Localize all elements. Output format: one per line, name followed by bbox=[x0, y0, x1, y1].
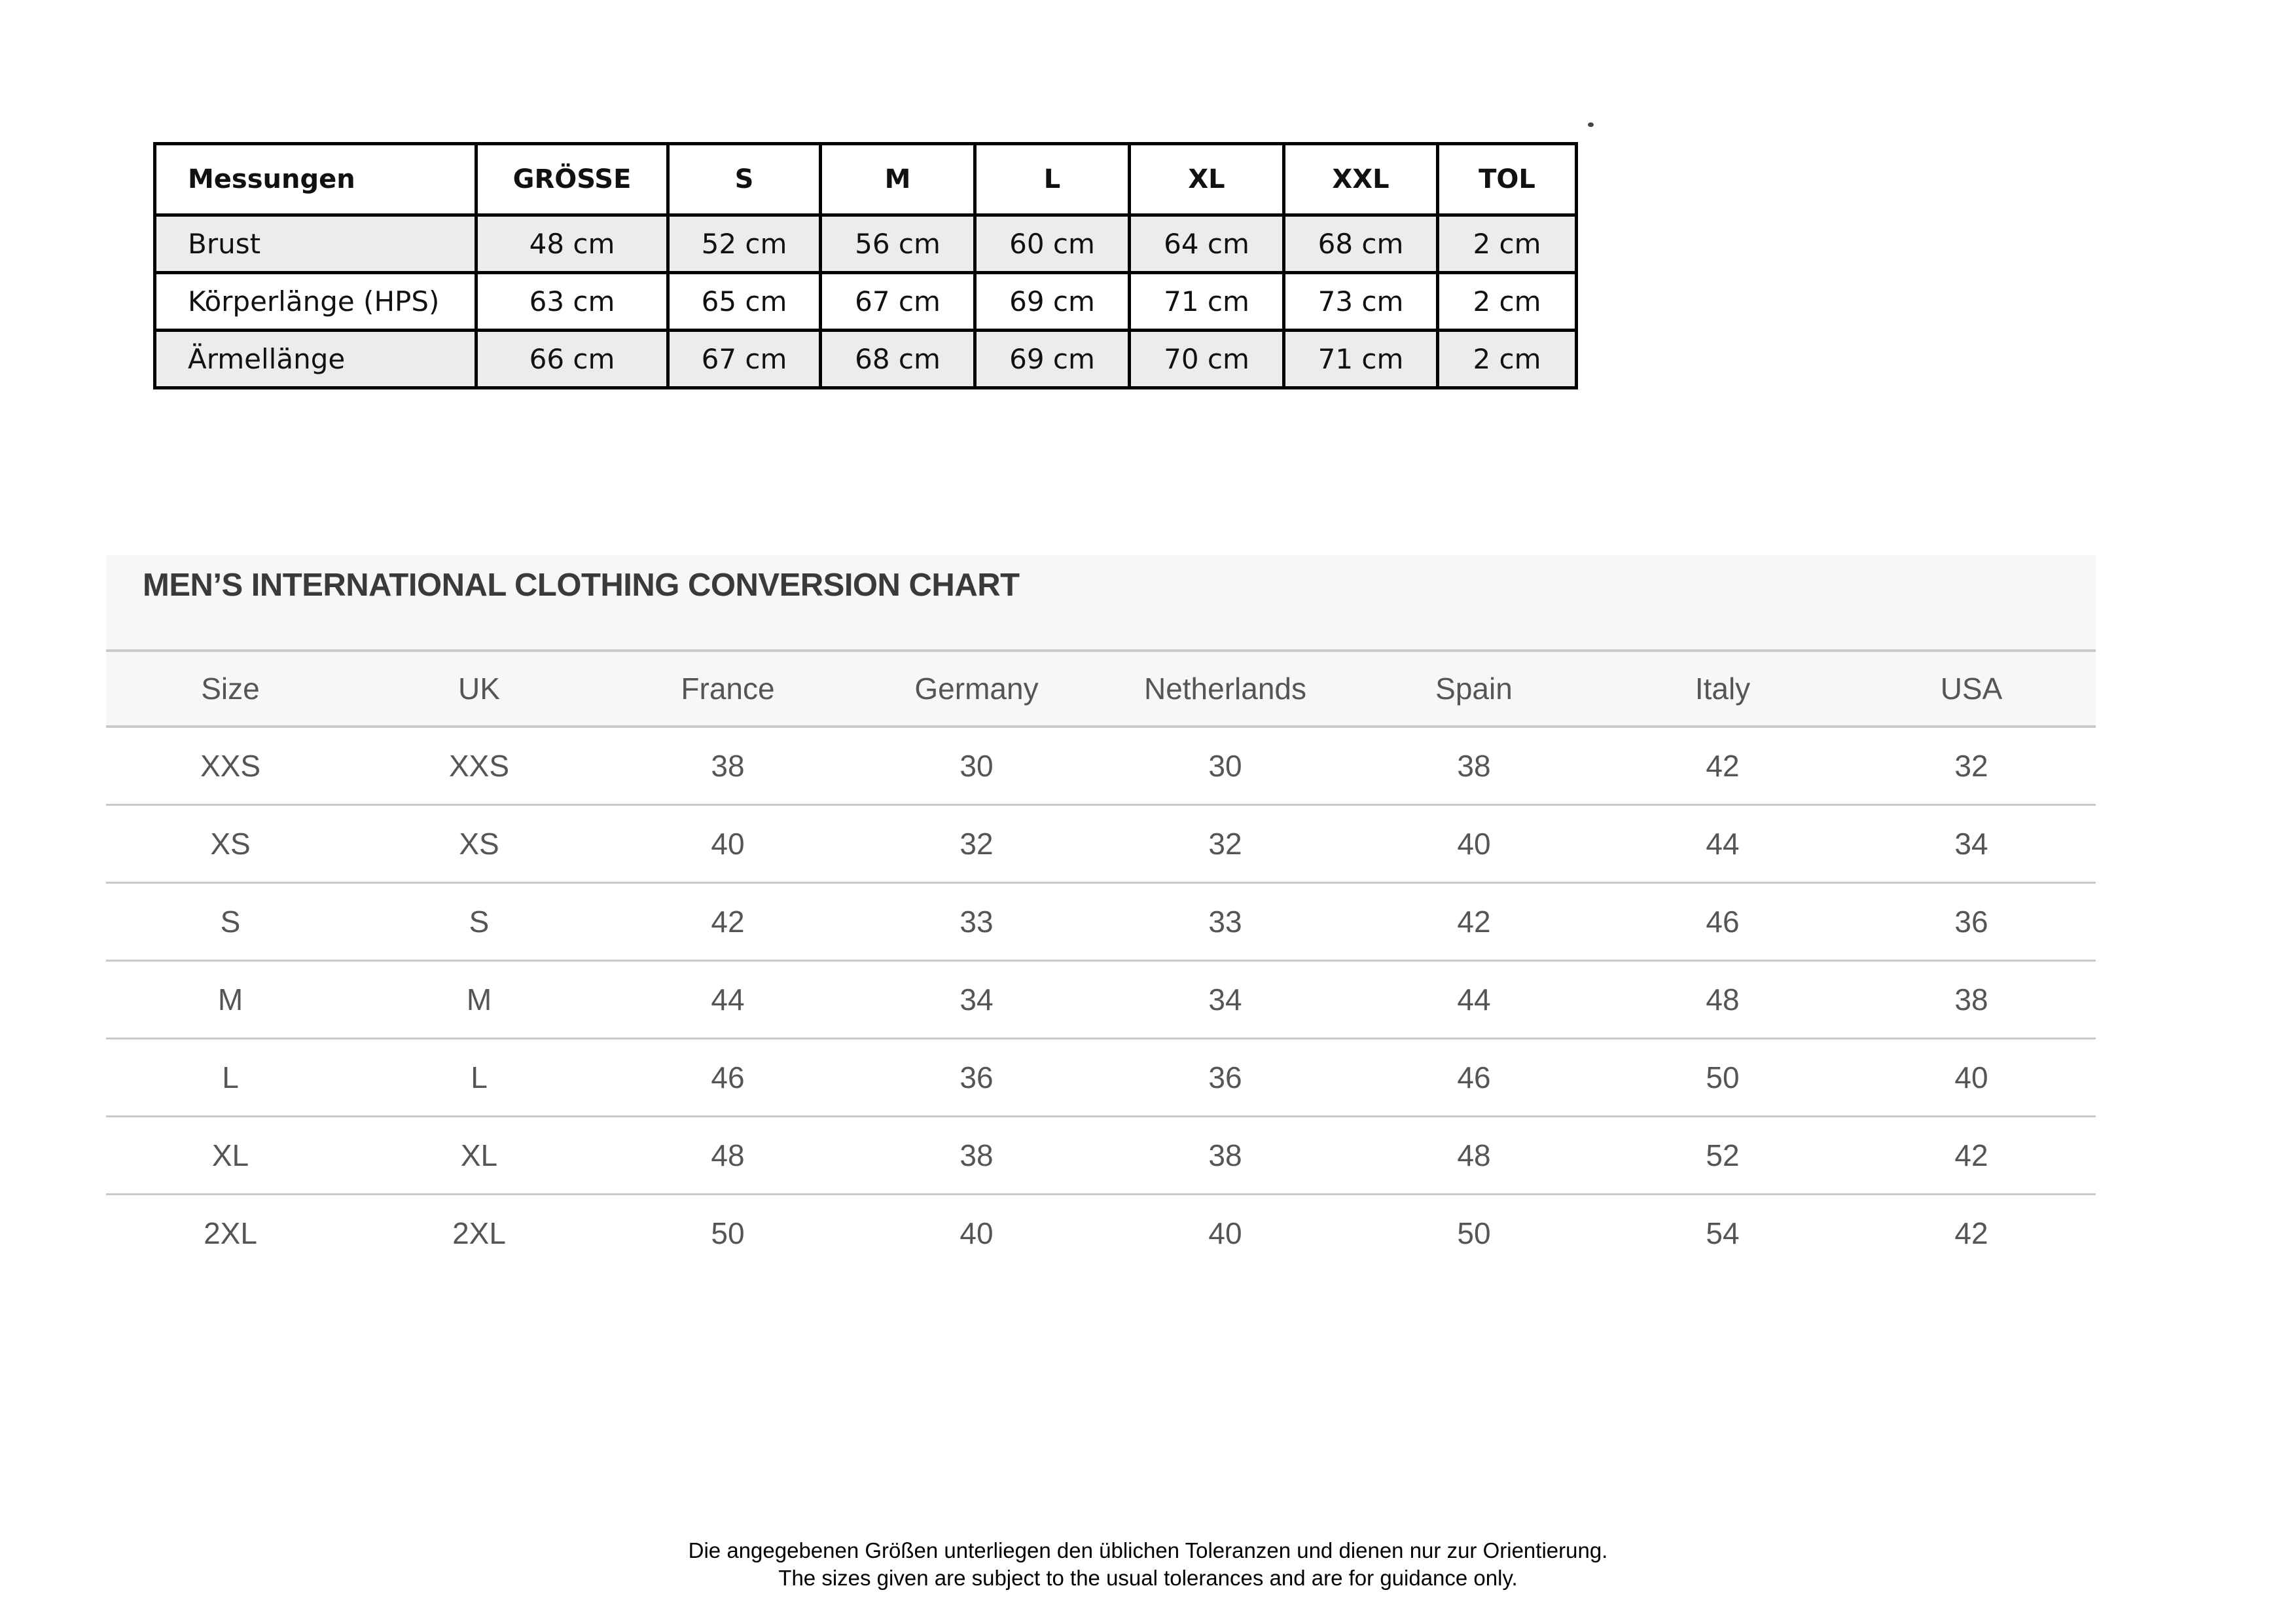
conversion-cell: 36 bbox=[1101, 1039, 1350, 1117]
conversion-cell: 40 bbox=[603, 805, 852, 883]
conversion-header-cell: UK bbox=[355, 652, 603, 727]
conversion-cell: 42 bbox=[603, 883, 852, 961]
conversion-cell: 44 bbox=[1598, 805, 1847, 883]
conversion-row bbox=[106, 961, 2096, 1039]
measurement-label: Körperlänge (HPS) bbox=[155, 273, 476, 331]
measurement-value: 69 cm bbox=[975, 273, 1130, 331]
conversion-cell: 33 bbox=[1101, 883, 1350, 961]
conversion-cell: 46 bbox=[1598, 883, 1847, 961]
measurements-table bbox=[153, 142, 1578, 389]
conversion-cell: L bbox=[106, 1039, 355, 1117]
conversion-cell: 2XL bbox=[204, 1216, 257, 1250]
stray-mark bbox=[1588, 122, 1594, 127]
conversion-cell: 48 bbox=[1598, 961, 1847, 1039]
footer-note bbox=[0, 1537, 2296, 1592]
conversion-cell: 38 bbox=[1101, 1117, 1350, 1195]
measurements-row bbox=[155, 215, 1577, 273]
conversion-row bbox=[106, 727, 2096, 805]
conversion-title-bar bbox=[106, 555, 2096, 652]
conversion-cell: XXS bbox=[355, 727, 603, 805]
measurement-value: 48 cm bbox=[476, 215, 668, 273]
conversion-cell: 40 bbox=[1350, 805, 1598, 883]
conversion-chart bbox=[106, 555, 2096, 1271]
conversion-cell: XL bbox=[106, 1117, 355, 1195]
conversion-cell: 38 bbox=[603, 727, 852, 805]
conversion-cell: 46 bbox=[603, 1039, 852, 1117]
conversion-cell: 32 bbox=[1101, 805, 1350, 883]
conversion-header-cell: France bbox=[603, 652, 852, 727]
conversion-cell: 42 bbox=[1847, 1117, 2096, 1195]
measurements-header-cell: XL bbox=[1130, 144, 1284, 215]
conversion-cell: 34 bbox=[1101, 961, 1350, 1039]
measurements-header-cell: GRÖSSE bbox=[476, 144, 668, 215]
measurement-value: 2 cm bbox=[1438, 331, 1577, 388]
conversion-cell: XS bbox=[106, 805, 355, 883]
conversion-cell: XL bbox=[355, 1117, 603, 1195]
conversion-cell: S bbox=[355, 883, 603, 961]
measurements-row bbox=[155, 273, 1577, 331]
conversion-cell: 44 bbox=[1350, 961, 1598, 1039]
conversion-cell: 42 bbox=[1598, 727, 1847, 805]
conversion-cell: 33 bbox=[852, 883, 1101, 961]
measurements-header-cell: S bbox=[668, 144, 821, 215]
conversion-row bbox=[106, 1117, 2096, 1195]
conversion-row bbox=[106, 805, 2096, 883]
conversion-cell: 40 bbox=[1208, 1216, 1242, 1250]
conversion-cell: 54 bbox=[1706, 1216, 1740, 1250]
measurements-header-cell: XXL bbox=[1284, 144, 1438, 215]
footer-line-german: Die angegebenen Größen unterliegen den üblichen Toleranzen und dienen nur zur Orientierung. bbox=[688, 1538, 1608, 1562]
conversion-cell: XXS bbox=[106, 727, 355, 805]
conversion-cell: 34 bbox=[1847, 805, 2096, 883]
conversion-cell: XS bbox=[355, 805, 603, 883]
conversion-header-row bbox=[106, 652, 2096, 727]
conversion-row bbox=[106, 883, 2096, 961]
measurement-value: 67 cm bbox=[821, 273, 975, 331]
conversion-cell: 48 bbox=[603, 1117, 852, 1195]
measurement-value: 73 cm bbox=[1284, 273, 1438, 331]
measurement-value: 71 cm bbox=[1130, 273, 1284, 331]
conversion-header-cell: USA bbox=[1847, 652, 2096, 727]
measurement-label: Brust bbox=[155, 215, 476, 273]
conversion-cell: 30 bbox=[1101, 727, 1350, 805]
conversion-cell: 38 bbox=[1847, 961, 2096, 1039]
conversion-cell: 2XL bbox=[452, 1216, 506, 1250]
measurement-value: 60 cm bbox=[975, 215, 1130, 273]
measurements-header-row bbox=[155, 144, 1577, 215]
conversion-cell: M bbox=[355, 961, 603, 1039]
measurement-label: Ärmellänge bbox=[155, 331, 476, 388]
conversion-cell: 32 bbox=[1847, 727, 2096, 805]
measurement-value: 68 cm bbox=[1284, 215, 1438, 273]
measurement-value: 2 cm bbox=[1438, 273, 1577, 331]
conversion-header-cell: Spain bbox=[1350, 652, 1598, 727]
measurement-value: 65 cm bbox=[668, 273, 821, 331]
conversion-cell: 46 bbox=[1350, 1039, 1598, 1117]
measurement-value: 68 cm bbox=[821, 331, 975, 388]
conversion-table bbox=[106, 652, 2096, 1271]
measurements-header-cell: Messungen bbox=[155, 144, 476, 215]
conversion-cell: 50 bbox=[1457, 1216, 1491, 1250]
conversion-cell: 50 bbox=[711, 1216, 745, 1250]
conversion-cell: S bbox=[106, 883, 355, 961]
conversion-cell: M bbox=[106, 961, 355, 1039]
conversion-cell: 32 bbox=[852, 805, 1101, 883]
measurement-value: 64 cm bbox=[1130, 215, 1284, 273]
conversion-cell: 40 bbox=[1847, 1039, 2096, 1117]
conversion-cell: 34 bbox=[852, 961, 1101, 1039]
measurement-value: 63 cm bbox=[476, 273, 668, 331]
measurements-header-cell: L bbox=[975, 144, 1130, 215]
conversion-cell: 36 bbox=[1847, 883, 2096, 961]
conversion-row bbox=[106, 1195, 2096, 1272]
conversion-cell: 38 bbox=[1350, 727, 1598, 805]
measurement-value: 56 cm bbox=[821, 215, 975, 273]
conversion-chart-title: MEN’S INTERNATIONAL CLOTHING CONVERSION CHART bbox=[143, 568, 1020, 603]
conversion-cell: 30 bbox=[852, 727, 1101, 805]
conversion-cell: 42 bbox=[1350, 883, 1598, 961]
measurement-value: 71 cm bbox=[1284, 331, 1438, 388]
measurement-value: 70 cm bbox=[1130, 331, 1284, 388]
conversion-cell: 36 bbox=[852, 1039, 1101, 1117]
conversion-cell: 38 bbox=[852, 1117, 1101, 1195]
conversion-cell: L bbox=[355, 1039, 603, 1117]
measurement-value: 69 cm bbox=[975, 331, 1130, 388]
conversion-header-cell: Netherlands bbox=[1101, 652, 1350, 727]
footer-line-english: The sizes given are subject to the usual tolerances and are for guidance only. bbox=[778, 1566, 1518, 1590]
measurement-value: 52 cm bbox=[668, 215, 821, 273]
conversion-row bbox=[106, 1039, 2096, 1117]
conversion-header-cell: Size bbox=[106, 652, 355, 727]
conversion-cell: 52 bbox=[1598, 1117, 1847, 1195]
conversion-cell: 40 bbox=[960, 1216, 994, 1250]
measurement-value: 67 cm bbox=[668, 331, 821, 388]
measurement-value: 66 cm bbox=[476, 331, 668, 388]
measurements-row bbox=[155, 331, 1577, 388]
conversion-cell: 44 bbox=[603, 961, 852, 1039]
measurements-header-cell: M bbox=[821, 144, 975, 215]
conversion-cell: 42 bbox=[1954, 1216, 1988, 1250]
conversion-cell: 48 bbox=[1350, 1117, 1598, 1195]
conversion-header-cell: Germany bbox=[852, 652, 1101, 727]
conversion-header-cell: Italy bbox=[1598, 652, 1847, 727]
measurement-value: 2 cm bbox=[1438, 215, 1577, 273]
conversion-cell: 50 bbox=[1598, 1039, 1847, 1117]
measurements-header-cell: TOL bbox=[1438, 144, 1577, 215]
